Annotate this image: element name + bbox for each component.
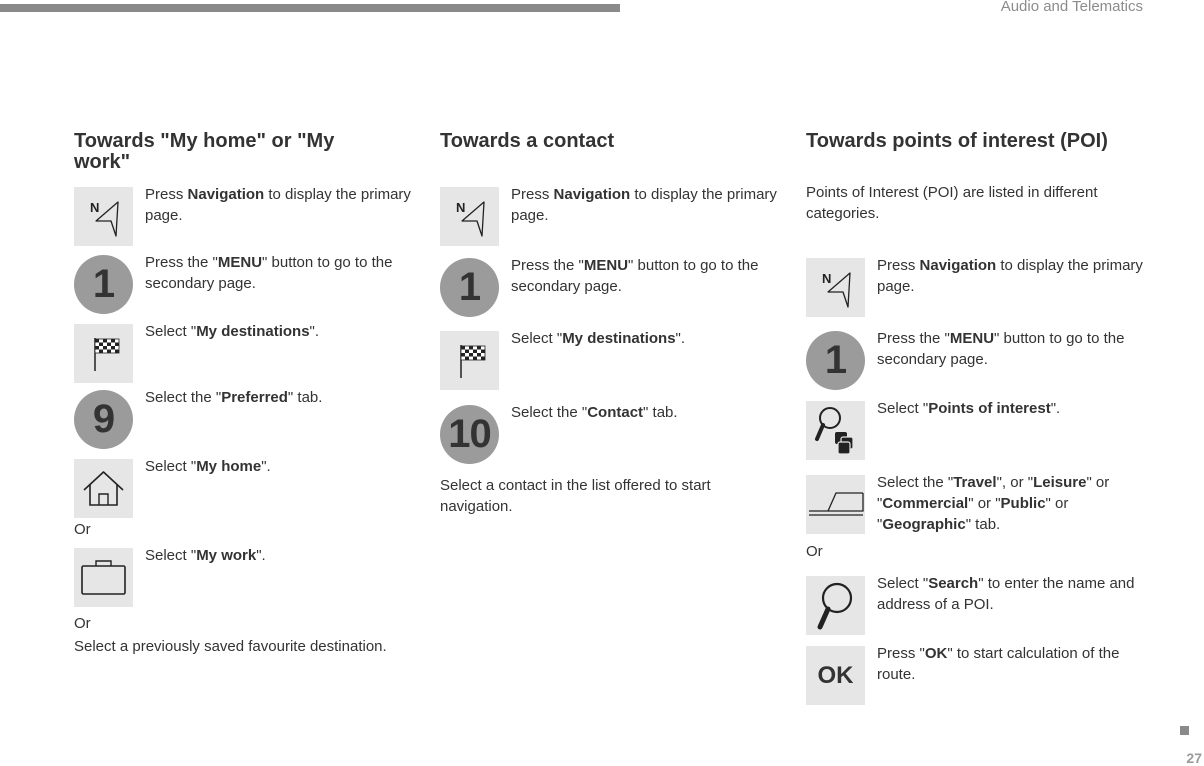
step-text: Select "My destinations". (511, 330, 686, 347)
step-number-badge: 9 (74, 390, 133, 449)
svg-text:N: N (90, 200, 100, 215)
step-text: Press the "MENU" button to go to the secondary page. (145, 254, 393, 292)
page-number: 27 (1186, 750, 1202, 766)
step-number-badge: 1 (74, 255, 133, 314)
ok-icon-label: OK (817, 661, 854, 689)
column-title: Towards a contact (440, 130, 615, 152)
home-icon (74, 459, 133, 518)
or-label: Or (74, 521, 91, 538)
ok-icon (806, 646, 865, 705)
column-footer-text: Select a previously saved favourite destination. (74, 638, 387, 655)
column-footer-text: Select a contact in the list offered to start navigation. (440, 477, 711, 515)
column-title: Towards points of interest (POI) (806, 130, 1108, 152)
step-number-badge: 10 (440, 405, 499, 464)
navigation-icon (74, 187, 133, 246)
step-text: Press Navigation to display the primary page. (511, 186, 777, 224)
navigation-icon (806, 258, 865, 317)
search-icon (806, 576, 865, 635)
intro-text: Points of Interest (POI) are listed in different categories. (806, 184, 1098, 222)
or-label: Or (74, 615, 91, 632)
step-number-badge: 1 (440, 258, 499, 317)
step-text: Press Navigation to display the primary page. (145, 186, 411, 224)
step-text: Press the "MENU" button to go to the secondary page. (511, 257, 759, 295)
briefcase-icon (74, 548, 133, 607)
checkered-flag-icon (440, 331, 499, 390)
svg-text:N: N (456, 200, 466, 215)
tab-icon (806, 475, 865, 534)
step-text: Press the "MENU" button to go to the secondary page. (877, 330, 1125, 368)
step-text: Select the "Contact" tab. (511, 404, 678, 421)
page-marker-square (1180, 726, 1189, 735)
step-text: Select "My destinations". (145, 323, 320, 340)
step-text: Press Navigation to display the primary page. (877, 257, 1143, 295)
step-text: Select "Points of interest". (877, 400, 1061, 417)
section-title: Audio and Telematics (1000, 0, 1143, 15)
step-text: Press "OK" to start calculation of the route. (877, 645, 1120, 683)
step-text: Select "My home". (145, 458, 271, 475)
checkered-flag-icon (74, 324, 133, 383)
step-text: Select the "Travel", or "Leisure" or "Commercial" or "Public" or "Geographic" tab. (877, 474, 1110, 533)
poi-search-icon (806, 401, 865, 460)
step-text: Select "Search" to enter the name and address of a POI. (877, 575, 1135, 613)
navigation-icon (440, 187, 499, 246)
or-label: Or (806, 543, 823, 560)
header-bar (0, 4, 620, 12)
step-number-badge: 1 (806, 331, 865, 390)
step-text: Select the "Preferred" tab. (145, 389, 323, 406)
column-title: Towards "My home" or "My work" (74, 130, 335, 173)
step-text: Select "My work". (145, 547, 266, 564)
svg-text:N: N (822, 271, 832, 286)
